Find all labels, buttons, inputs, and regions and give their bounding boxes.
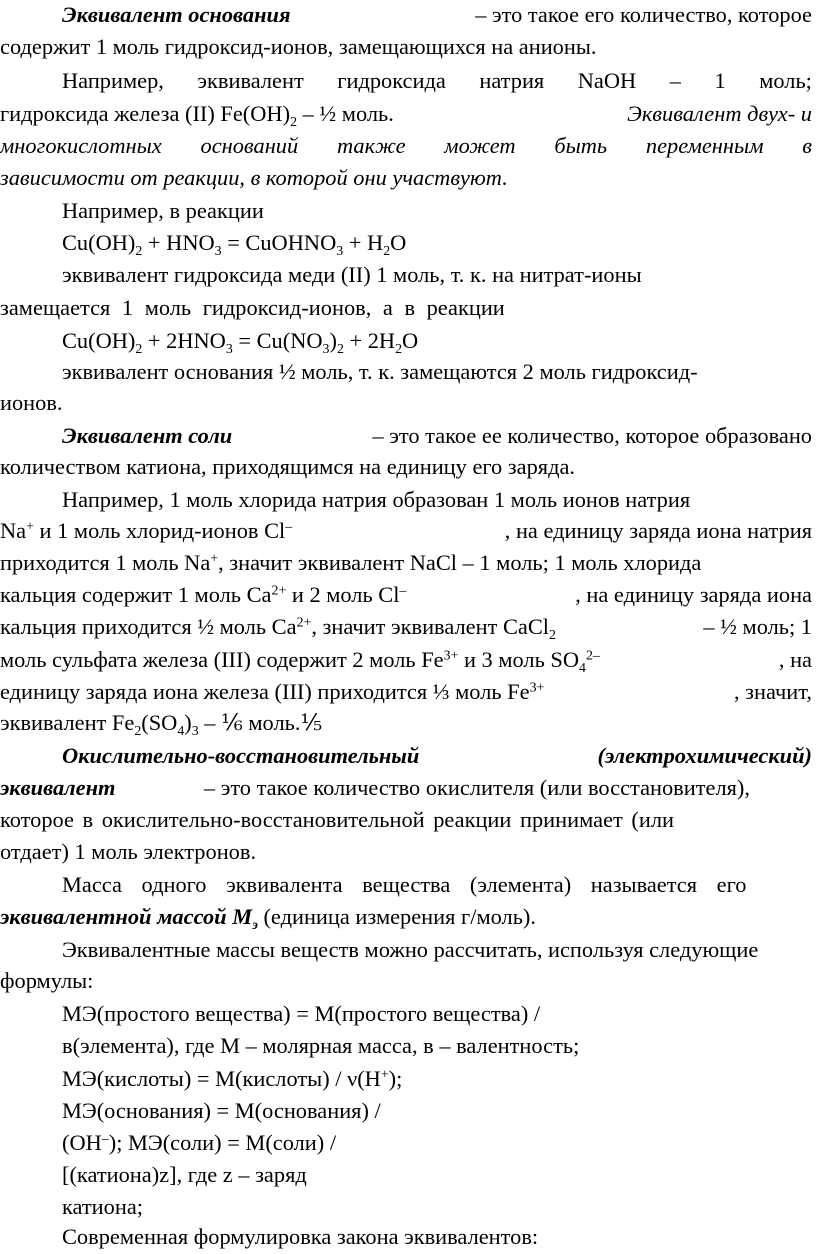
text-line: ионов.	[0, 390, 63, 415]
text-line: зависимости от реакции, в которой они участвуют.	[0, 165, 508, 190]
text-line	[0, 516, 812, 546]
formula-line: МЭ(кислоты) = М(кислоты) / ν(H+);	[62, 1066, 403, 1091]
text-line: формулы:	[0, 968, 94, 993]
term-salt-equivalent: Эквивалент соли	[62, 423, 233, 448]
text-line: приходится 1 моль Na+, значит эквивалент NaCl – 1 моль; 1 моль хлорида	[0, 550, 702, 575]
text-line: эквивалентной массой $М_э$ (единица измерения г/моль).	[0, 904, 536, 933]
text-line: эквивалент гидроксида меди (II) 1 моль, т. к. на нитрат-ионы	[62, 262, 642, 287]
text-run: кальция содержит 1 моль $Ca^{2+}$ и 2 моль Cl–	[0, 582, 407, 607]
formula-line: в(элемента), где М – молярная масса, в – валентность;	[62, 1033, 580, 1058]
text-line	[0, 580, 812, 610]
text-line	[62, 741, 812, 771]
formula-line: [(катиона)z], где z – заряд	[62, 1162, 307, 1187]
term-equivalent: эквивалент	[0, 775, 116, 800]
text-line: эквивалент основания ½ моль, т. к. замещаются 2 моль гидроксид-	[62, 359, 698, 384]
text-line	[62, 421, 812, 451]
text-line: которое в окислительно-восстановительной реакции принимает (или	[0, 807, 674, 832]
text-line: Масса одного эквивалента вещества (элемента) называется его	[62, 872, 747, 897]
text-run: , значит,	[733, 679, 812, 704]
formula-line: МЭ(простого вещества) = М(простого вещества) /	[62, 1001, 541, 1026]
text-run: единицу заряда иона железа (III) приходится ⅓ моль $Fe^{3+}$	[0, 679, 545, 704]
text-run: – это такое его количество, которое	[469, 2, 812, 27]
term-equivalent-mass: эквивалентной массой $М_э$	[0, 904, 258, 933]
text-line: эквивалент $Fe_2(SO_4)_3$ – ⅙ моль.⅕	[0, 710, 323, 739]
text-run: Na+ и 1 моль хлорид-ионов Cl–	[0, 518, 293, 543]
text-run: гидроксида железа (II) $Fe(OH)_2$ – ½ моль.	[0, 101, 400, 130]
equation: $Cu(OH)_2 + 2HNO_3 = Cu(NO_3)_2 + 2H_2O$	[62, 328, 419, 357]
text-run: , на единицу заряда иона натрия	[504, 518, 812, 543]
text-line: Современная формулировка закона эквивалентов:	[62, 1224, 539, 1249]
text-line: количеством катиона, приходящимся на единицу его заряда.	[0, 454, 576, 479]
text-run: – это такое количество окислителя (или восстановителя),	[198, 775, 750, 800]
text-run: , на	[778, 647, 812, 672]
equation: $Cu(OH)_2 + HNO_3$ = CuOHNO$_3$ + $H_2O$	[62, 230, 407, 259]
text-run: – это такое ее количество, которое образовано	[366, 423, 812, 448]
text-run: , на единицу заряда иона	[575, 582, 812, 607]
text-line: Эквивалентные массы веществ можно рассчитать, используя следующие	[62, 937, 759, 962]
text-run: Эквивалент двух- и	[627, 101, 812, 126]
text-line: многокислотных оснований также может быть переменным в	[0, 133, 812, 158]
text-line	[0, 773, 750, 803]
text-line	[0, 645, 812, 675]
term-electrochemical: (электрохимический)	[597, 743, 812, 768]
text-run: – ½ моль; 1	[697, 614, 812, 639]
text-line: Например, эквивалент гидроксида натрия NaOH – 1 моль;	[62, 68, 812, 93]
text-line	[62, 0, 812, 30]
formula-line: катиона;	[62, 1194, 144, 1219]
text-line: содержит 1 моль гидроксид-ионов, замещающихся на анионы.	[0, 34, 597, 59]
formula-line: (OH–); МЭ(соли) = М(соли) /	[62, 1130, 337, 1155]
formula-line: МЭ(основания) = М(основания) /	[62, 1098, 381, 1123]
text-line	[0, 99, 812, 129]
text-line: отдает) 1 моль электронов.	[0, 839, 257, 864]
term-redox-equivalent: Окислительно-восстановительный	[62, 743, 420, 768]
text-line	[0, 677, 812, 707]
text-line	[0, 612, 812, 642]
text-line: Например, 1 моль хлорида натрия образован 1 моль ионов натрия	[62, 487, 691, 512]
term-base-equivalent: Эквивалент основания	[62, 2, 291, 27]
text-run: кальция приходится ½ моль $Ca^{2+}$, значит эквивалент CaCl$_2$	[0, 614, 556, 643]
text-line: Например, в реакции	[62, 198, 264, 223]
text-run: моль сульфата железа (III) содержит 2 моль $Fe^{3+}$ и 3 моль $SO_4^{2-}$	[0, 647, 600, 676]
text-line: замещается 1 моль гидроксид-ионов, а в реакции	[0, 295, 505, 320]
